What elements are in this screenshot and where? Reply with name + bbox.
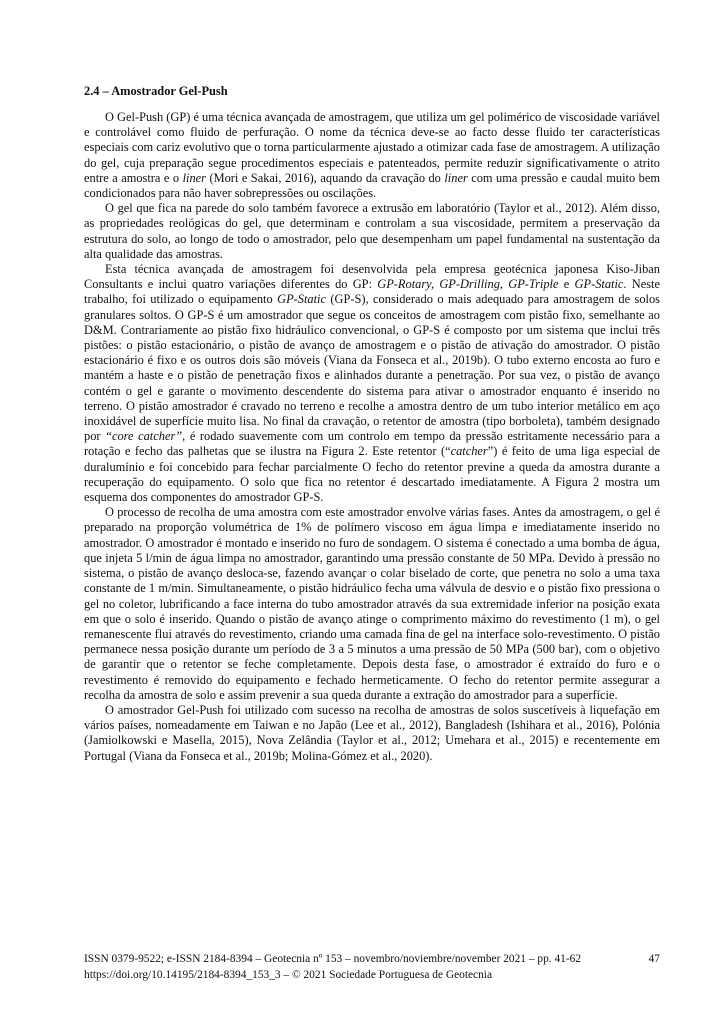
footer-issn: ISSN 0379-9522; e-ISSN 2184-8394 – Geotecnia nº 153 – novembro/noviembre/november 2021 – pp. 41-62: [84, 953, 582, 965]
paragraph-5: [84, 703, 660, 764]
body-text: [84, 110, 660, 764]
paragraph-1: [84, 110, 660, 201]
paragraph-3: [84, 262, 660, 505]
paragraph-2: [84, 201, 660, 262]
italic-term: liner: [444, 170, 468, 185]
page-footer: [84, 951, 660, 983]
text-run: (GP-S), considerado o mais adequado para amostragem de solos granulares soltos. O GP-S é um amostrador que segue os conceitos de amostragem com pistão fixo, semelhante ao D&M. Contrariamente ao pistão fixo hidráulico convencional, o GP-S é composto por um sistema que inclui três pistões: o pistão estacionário, o pistão de avanço de amostragem e o pistão de ativação do amostrador. O pistão estacionário é fixo e os outros dois são móveis (Viana da Fonseca et al., 2019b). O tubo externo encosta ao furo e mantém a haste e o pistão de penetração fixos e alinhados durante a penetração. Por sua vez, o pistão de avanço contém o gel e garante o movimento descendente do sistema para ativar o amostrador enquanto é inserido no terreno. O pistão amostrador é cravado no terreno e recolhe a amostra dentro de um tubo interior metálico em aço inoxidável de superfície muito lisa. No final da cravação, o retentor de amostra (tipo borboleta), também designado por: [84, 292, 660, 444]
footer-line-1: [84, 951, 660, 967]
text-run: . Neste trabalho, foi utilizado o equipamento: [84, 277, 660, 307]
italic-term: GP-Static: [277, 292, 326, 307]
text-run: ”) é feito de uma liga especial de duralumínio e foi concebido para fechar parcialmente O fecho do retentor previne a queda da amostra durante a recuperação do equipamento. O solo que fica no retentor é descartado imediatamente. A Figura 2 mostra um esquema dos componentes do amostrador GP-S.: [84, 444, 660, 505]
page-number: 47: [648, 953, 660, 965]
paragraph-4: [84, 505, 660, 703]
text-run: , é rodado suavemente com um controlo em tempo da pressão estritamente necessário para a rotação e fecho das palhetas que se ilustra na Figura 2. Este retentor (“: [84, 429, 660, 459]
text-run: (Mori e Sakai, 2016), aquando da cravação do: [205, 170, 445, 185]
italic-term: “core catcher”: [105, 429, 183, 444]
italic-term: GP-Rotary, GP-Drilling, GP-Triple: [377, 277, 559, 292]
text-run: Esta técnica avançada de amostragem foi desenvolvida pela empresa geotécnica japonesa Kiso-Jiban Consultants e inclui quatro variações diferentes do GP:: [84, 262, 660, 292]
section-heading: 2.4 – Amostrador Gel-Push: [84, 84, 228, 98]
italic-term: catcher: [450, 444, 488, 459]
footer-doi[interactable]: https://doi.org/10.14195/2184-8394_153_3 – © 2021 Sociedade Portuguesa de Geotecnia: [84, 969, 493, 981]
italic-term: GP-Static: [574, 277, 624, 292]
text-run: com uma pressão e caudal muito bem condicionados para não haver sobrepressões ou oscilações.: [84, 170, 660, 201]
text-run: O gel que fica na parede do solo também favorece a extrusão em laboratório (Taylor et al., 2012). Além disso, as propriedades reológicas do gel, que determinam e controlam a sua viscosidade, permitem a preservação da estrutura do solo, ao longo de todo o amostrador, pelo que desempenham um papel fundamental na sustentação da alta qualidade das amostras.: [84, 201, 660, 261]
text-run: e: [558, 277, 575, 292]
text-run: O Gel-Push (GP) é uma técnica avançada de amostragem, que utiliza um gel polimérico de viscosidade variável e controlável como fluido de perfuração. O nome da técnica deve-se ao facto desse fluido ter características especiais com cariz evolutivo que o torna particularmente ajustado a otimizar cada fase de amostragem. A utilização do gel, cuja preparação segue procedimentos especiais e patenteados, permite reduzir significativamente o atrito entre a amostra e o: [84, 110, 660, 185]
italic-term: liner: [182, 170, 206, 185]
text-run: O amostrador Gel-Push foi utilizado com sucesso na recolha de amostras de solos suscetíveis à liquefação em vários países, nomeadamente em Taiwan e no Japão (Lee et al., 2012), Bangladesh (Ishihara et al., 2016), Polónia (Jamiolkowski e Masella, 2015), Nova Zelândia (Taylor et al., 2012; Umehara et al., 2015) e recentemente em Portugal (Viana da Fonseca et al., 2019b; Molina-Gómez et al., 2020).: [84, 702, 660, 763]
text-run: O processo de recolha de uma amostra com este amostrador envolve várias fases. Antes da amostragem, o gel é preparado na proporção volumétrica de 1% de polímero viscoso em água limpa e imediatamente inserido no amostrador. O amostrador é montado e inserido no furo de sondagem. O sistema é conectado a uma bomba de água, que injeta 5 l/min de água limpa no amostrador, garantindo uma pressão constante de 50 MPa. Devido à pressão no sistema, o pistão de avanço desloca-se, fazendo avançar o colar biselado de corte, que penetra no solo a uma taxa constante de 1 m/min. Simultaneamente, o pistão hidráulico fecha uma válvula de desvio e o pistão fixo pressiona o gel no coletor, lubrificando a face interna do tubo amostrador através da sua extremidade inferior na posição exata em que o solo é inserido. Quando o pistão de avanço atinge o comprimento máximo do revestimento (1 m), o gel remanescente flui através do revestimento, criando uma camada fina de gel na interface solo-revestimento. O pistão permanece nessa posição durante um período de 3 a 5 minutos a uma pressão de 50 MPa (500 bar), com o objetivo de garantir que o retentor se feche completamente. Depois desta fase, o amostrador é extraído do furo e o revestimento é removido do equipamento e fechado hermeticamente. O fecho do retentor permite assegurar a recolha da amostra de solo e assim prevenir a sua queda durante a extração do amostrador para a superfície.: [84, 505, 660, 702]
